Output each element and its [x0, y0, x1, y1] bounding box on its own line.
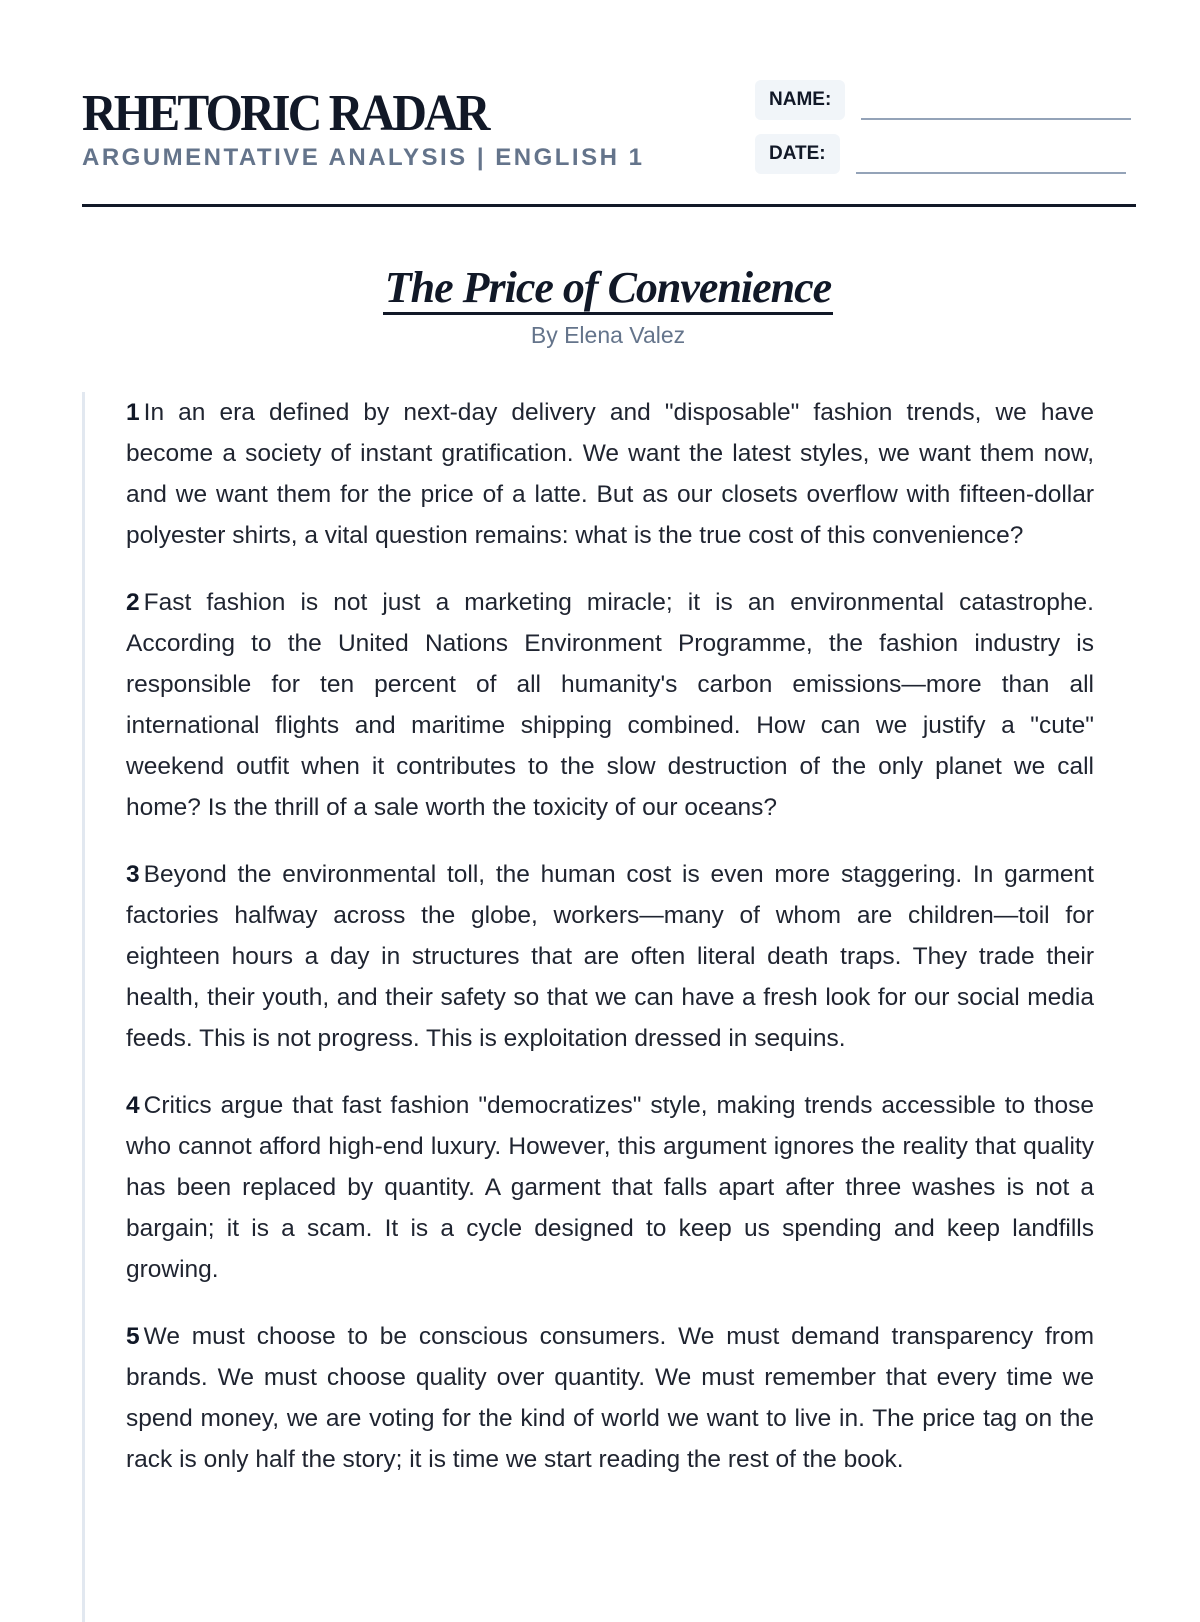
paragraph-number: 3: [126, 861, 140, 888]
paragraph-text: We must choose to be conscious consumers. We must demand transparency from brands. We must choose quality over quantity. We must remember that every time we spend money, we are voting for the kind of world we want to live in. The price tag on the rack is only half the story; it is time we start reading the rest of the book.: [126, 1323, 1094, 1473]
name-label: NAME:: [755, 80, 845, 120]
paragraph-5: [126, 1316, 1094, 1480]
worksheet-subtitle: ARGUMENTATIVE ANALYSIS | ENGLISH 1: [82, 144, 645, 171]
paragraph-number: 1: [126, 399, 140, 426]
paragraph-4: [126, 1085, 1094, 1290]
paragraph-number: 4: [126, 1092, 140, 1119]
paragraph-text: Fast fashion is not just a marketing miracle; it is an environmental catastrophe. According to the United Nations Environment Programme, the fashion industry is responsible for ten percent of all humanity's carbon emissions—more than all international flights and maritime shipping combined. How can we justify a "cute" weekend outfit when it contributes to the slow destruction of the only planet we call home? Is the thrill of a sale worth the toxicity of our oceans?: [126, 589, 1094, 821]
paragraph-number: 2: [126, 589, 140, 616]
article-title: The Price of Convenience: [383, 263, 833, 315]
article-title-wrap: [0, 262, 1200, 313]
paragraph-number: 5: [126, 1323, 140, 1350]
date-label: DATE:: [755, 134, 840, 174]
name-field: [755, 80, 1131, 120]
paragraph-1: [126, 392, 1094, 556]
article-byline: By Elena Valez: [530, 322, 686, 348]
paragraph-3: [126, 854, 1094, 1059]
date-field: [755, 134, 1126, 174]
paragraph-2: [126, 582, 1094, 828]
article-body: [82, 392, 1094, 1622]
paragraph-text: Beyond the environmental toll, the human cost is even more staggering. In garment factories halfway across the globe, workers—many of whom are children—toil for eighteen hours a day in structures that are often literal death traps. They trade their health, their youth, and their safety so that we can have a fresh look for our social media feeds. This is not progress. This is exploitation dressed in sequins.: [126, 861, 1094, 1052]
date-input-line[interactable]: [856, 172, 1126, 174]
paragraph-text: Critics argue that fast fashion "democratizes" style, making trends accessible to those who cannot afford high-end luxury. However, this argument ignores the reality that quality has been replaced by quantity. A garment that falls apart after three washes is not a bargain; it is a scam. It is a cycle designed to keep us spending and keep landfills growing.: [126, 1092, 1094, 1283]
paragraph-text: In an era defined by next-day delivery and "disposable" fashion trends, we have become a society of instant gratification. We want the latest styles, we want them now, and we want them for the price of a latte. But as our closets overflow with fifteen-dollar polyester shirts, a vital question remains: what is the true cost of this convenience?: [126, 399, 1094, 549]
brand-title: RHETORIC RADAR: [82, 85, 488, 142]
name-input-line[interactable]: [861, 118, 1131, 120]
worksheet-header: [82, 80, 1136, 207]
